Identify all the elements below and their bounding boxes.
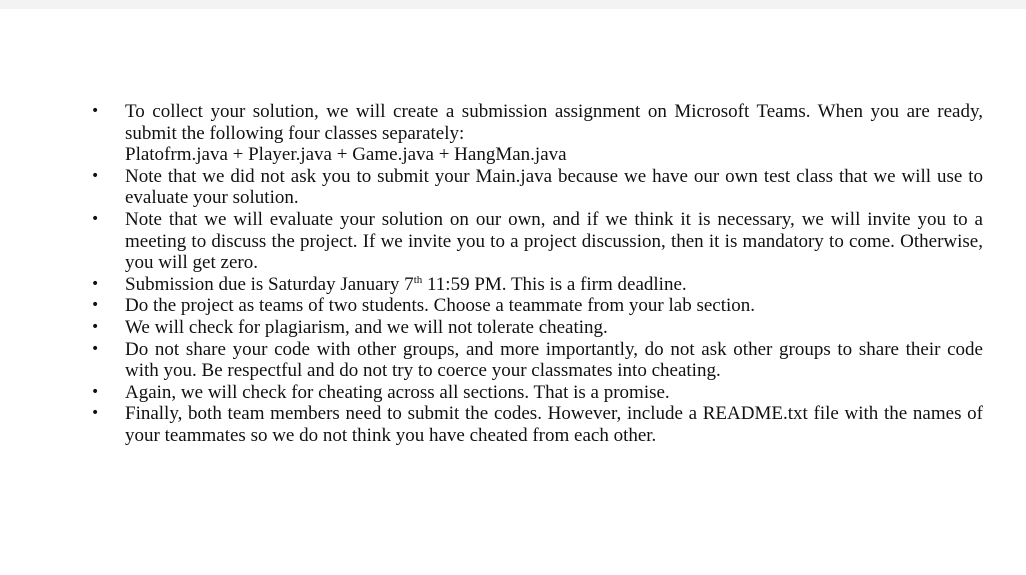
deadline-text <box>125 274 983 296</box>
document-page <box>0 9 1026 575</box>
list-item-text: We will check for plagiarism, and we will not tolerate cheating. <box>125 316 608 338</box>
deadline-text-before: Submission due is Saturday January 7 <box>125 273 414 295</box>
bullet-icon: • <box>91 167 100 184</box>
list-item-text: Again, we will check for cheating across all sections. That is a promise. <box>125 381 670 403</box>
bullet-icon: • <box>91 340 100 357</box>
ordinal-superscript: th <box>413 273 423 286</box>
classes-to-submit-line: Platofrm.java + Player.java + Game.java + HangMan.java <box>125 144 567 166</box>
bullet-icon: • <box>91 297 100 314</box>
list-item-text: To collect your solution, we will create a submission assignment on Microsoft Teams. When you are ready, submit the following four classes separately: <box>125 101 983 144</box>
list-item <box>88 101 983 166</box>
list-item <box>88 403 983 446</box>
list-item-text: Do not share your code with other groups, and more importantly, do not ask other groups to share their code with you. Be respectful and do not try to coerce your classmates into cheating. <box>125 338 983 382</box>
list-item <box>88 382 983 404</box>
bullet-icon: • <box>91 103 100 119</box>
bullet-icon: • <box>91 210 100 227</box>
bullet-icon: • <box>91 405 100 422</box>
list-item-text: Do the project as teams of two students. Choose a teammate from your lab section. <box>125 295 756 317</box>
bullet-icon: • <box>91 318 100 335</box>
list-item <box>88 317 983 339</box>
viewer-top-bar <box>0 0 1026 9</box>
list-item <box>88 209 983 274</box>
list-item <box>88 295 983 317</box>
list-item <box>88 339 983 382</box>
bullet-icon: • <box>91 383 100 400</box>
deadline-text-after: 11:59 PM. This is a firm deadline. <box>422 273 687 295</box>
list-item-text: Note that we did not ask you to submit your Main.java because we have our own test class that we will use to evaluate your solution. <box>125 165 983 209</box>
bullet-icon: • <box>91 275 100 292</box>
list-item-text: Note that we will evaluate your solution on our own, and if we think it is necessary, we will invite you to a meeting to discuss the project. If we invite you to a project discussion, then it is mandatory to come. Otherwise, you will get zero. <box>125 208 983 274</box>
submission-instructions-list <box>88 101 983 447</box>
list-item <box>88 166 983 209</box>
list-item-text: Finally, both team members need to submit the codes. However, include a README.txt file with the names of your teammates so we do not think you have cheated from each other. <box>125 403 983 446</box>
list-item-deadline <box>88 274 983 296</box>
